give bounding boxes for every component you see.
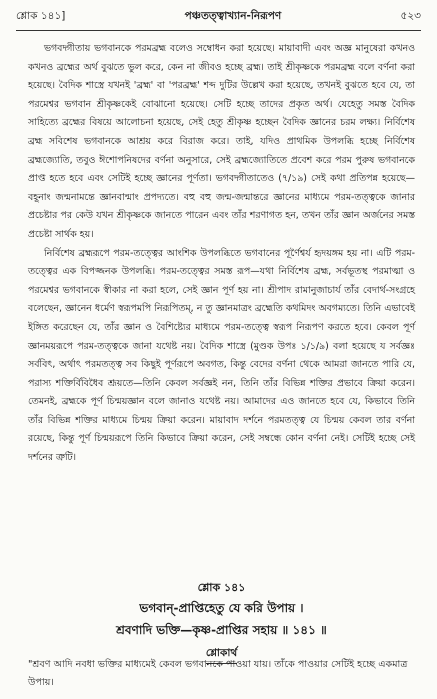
- page-number: ৫২৩: [400, 9, 421, 22]
- verse-line-1: ভগবান্-প্রাপ্তিহেতু যে করি উপায় ।: [139, 601, 304, 615]
- page-header: [16, 6, 421, 28]
- translation-title: শ্লোকার্থ: [206, 644, 237, 664]
- purport-body: [28, 40, 415, 468]
- verse-reference: শ্লোক ১৪১]: [16, 9, 66, 22]
- verse-number: শ্লোক ১৪১: [197, 581, 246, 594]
- header-rule: [16, 30, 421, 31]
- verse-line-2: শ্রবণাদি ভক্তি—কৃষ্ণ-প্রাপ্তির সহায় ॥ ১৪১ ॥: [116, 623, 327, 637]
- verse-block: [28, 578, 415, 664]
- translation-text: "শ্রবণ আদি নবধা ভক্তির মাধ্যমেই কেবল ভগবানকে পাওয়া যায়। তাঁকে পাওয়ার সেটিই হচ্ছে একমাত্র উপায়।: [28, 659, 408, 688]
- purport-paragraph-1: ভগবদ্গীতায় ভগবানকে পরমব্রহ্ম বলেও সম্বোধন করা হয়েছে। মায়াবাদী এবং অজ্ঞ মানুষেরা কখনও কখনও ব্রহ্মের অর্থ বুঝতে ভুল করে, কেন না জীবও হচ্ছে ব্রহ্ম। তাই শ্রীকৃষ্ণকে পরমব্রহ্ম বলে বর্ণনা করা হয়েছে। বৈদিক শাস্ত্রে যখনই 'ব্রহ্ম' বা 'পরব্রহ্ম' শব্দ দুটির উল্লেখ করা হয়েছে, তখনই বুঝতে হবে যে, তা পরমেশ্বর ভগবান শ্রীকৃষ্ণকেই বোঝানো হয়েছে। সেটি হচ্ছে তাদের প্রকৃত অর্থ। যেহেতু সমস্ত বৈদিক সাহিত্যে ব্রহ্মের বিষয়ে আলোচনা হয়েছে, সেই হেতু শ্রীকৃষ্ণ হচ্ছেন বৈদিক জ্ঞানের চরম লক্ষ্য। নির্বিশেষ ব্রহ্ম সবিশেষ ভগবানকে আশ্রয় করে বিরাজ করে। তাই, যদিও প্রাথমিক উপলব্ধি হচ্ছে নির্বিশেষ ব্রহ্মজ্যোতি, তবুও ঈশোপনিষদের বর্ণনা অনুসারে, সেই ব্রহ্মজ্যোতিতে প্রবেশ করে পরম পুরুষ ভগবানকে প্রাপ্ত হতে হবে এবং সেটিই হচ্ছে জ্ঞানের পূর্ণতা। ভগবদ্গীতাতেও (৭/১৯) সেই কথা প্রতিপন্ন হয়েছে—বহূনাং জন্মনামন্তে জ্ঞানবান্মাং প্রপদ্যতে। বহু বহু জন্ম-জন্মান্তরে জ্ঞানের মাধ্যমে পরম-তত্ত্বকে জানার প্রচেষ্টার পর কেউ যখন শ্রীকৃষ্ণকে জানতে পারেন এবং তাঁর শরণাগত হন, তখন তাঁর জ্ঞান অর্জনের সমস্ত প্রচেষ্টা সার্থক হয়।: [28, 43, 415, 240]
- chapter-title: পঞ্চতত্ত্বাখ্যান-নিরূপণ: [184, 9, 282, 22]
- purport-paragraph-2: নির্বিশেষ ব্রহ্মরূপে পরম-তত্ত্বের আংশিক উপলব্ধিতে ভগবানের পূর্ণৈশ্বর্য হৃদয়ঙ্গম হয় না। এটি পরম-তত্ত্বের এক বিপজ্জনক উপলব্ধি। পরম-তত্ত্বের সমস্ত রূপ—যথা নির্বিশেষ ব্রহ্ম, সর্বভূতস্থ পরমাত্মা ও পরমেশ্বর ভগবানকে স্বীকার না করা হলে, সেই জ্ঞান পূর্ণ হয় না। শ্রীপাদ রামানুজাচার্য তাঁর বেদার্থ-সংগ্রহে বলেছেন, জ্ঞানেন ধর্মেণ স্বরূপমপি নিরূপিতম্, ন তু জ্ঞানমাত্রং ব্রহ্মেতি কথমিদং অবগম্যতে। তিনি এভাবেই ইঙ্গিত করেছেন যে, তাঁর জ্ঞান ও বৈশিষ্ট্যের মাধ্যমে পরম-তত্ত্বে স্বরূপ নিরূপণ করতে হবে। কেবল পূর্ণ জ্ঞানময়রূপে পরম-তত্ত্বকে জানা যথেষ্ট নয়। বৈদিক শাস্ত্রে (মুণ্ডক উপঃ ১/১/৯) বলা হয়েছে য সর্বজ্ঞঃ সর্ববিৎ, অর্থাৎ পরমতত্ত্ব সব কিছুই পূর্ণরূপে অবগত, কিন্তু বেদের বর্ণনা থেকে আমরা জানতে পারি যে, পরাস্য শক্তির্বিবিধৈব শ্রূয়তে—তিনি কেবল সর্বজ্ঞই নন, তিনি তাঁর বিভিন্ন শক্তির প্রভাবে ক্রিয়া করেন। তেমনই, ব্রহ্মকে পূর্ণ চিন্ময়জ্ঞান বলে জানাও যথেষ্ট নয়। আমাদের এও জানতে হবে যে, কিভাবে তিনি তাঁর বিভিন্ন শক্তির মাধ্যমে চিন্ময় ক্রিয়া করেন। মায়াবাদ দর্শনে পরমতত্ত্ব যে চিন্ময় কেবল তার বর্ণনা রয়েছে, কিন্তু পূর্ণ চিন্ময়রূপে তিনি কিভাবে ক্রিয়া করেন, সেই সম্বন্ধে কোন বর্ণনা নেই। সেটিই হচ্ছে সেই দর্শনের ত্রুটি।: [28, 247, 415, 464]
